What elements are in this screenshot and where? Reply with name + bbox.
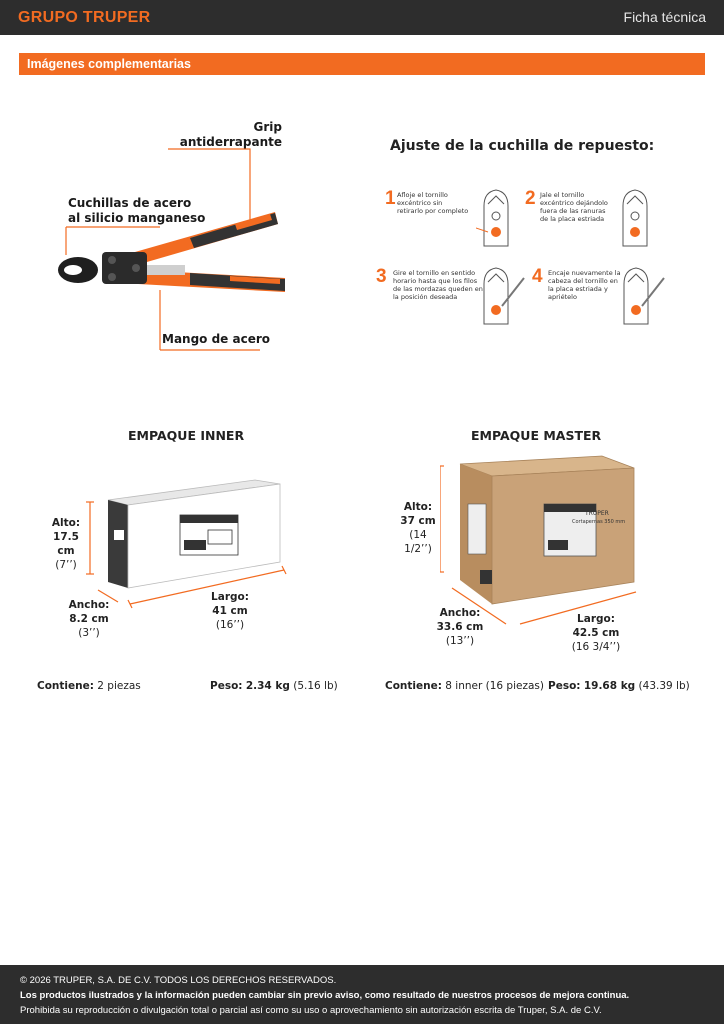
master-weight: Peso: 19.68 kg (43.39 lb): [548, 680, 690, 692]
doc-type-label: Ficha técnica: [623, 9, 706, 25]
inner-contents: Contiene: 2 piezas: [37, 680, 141, 692]
step-number: 2: [525, 188, 536, 209]
step-1-sketch: [476, 186, 516, 252]
inner-box: [108, 480, 280, 588]
master-box-illustration: [440, 452, 650, 632]
master-title: EMPAQUE MASTER: [471, 428, 602, 443]
callout-grip: Grip antiderrapante: [179, 120, 282, 149]
step-3-sketch: [478, 264, 528, 330]
blade-adjust-title: Ajuste de la cuchilla de repuesto:: [390, 138, 655, 154]
master-contents: Contiene: 8 inner (16 piezas): [385, 680, 544, 692]
step-2-sketch: [615, 186, 655, 252]
master-box-product: Cortapernas 350 mm: [572, 519, 626, 525]
step-4-sketch: [618, 264, 668, 330]
footer: [0, 965, 724, 1024]
inner-title: EMPAQUE INNER: [128, 428, 245, 443]
inner-alto: Alto: 17.5 cm (7’’): [51, 517, 81, 571]
top-bar: [0, 0, 724, 35]
footer-notice: Los productos ilustrados y la información pueden cambiar sin previo aviso, como resultado de nuestros procesos de mejora continua.: [20, 990, 630, 1001]
step-number: 3: [376, 266, 387, 287]
step-text: Afloje el tornillo excéntrico sin retirarlo por completo: [397, 191, 469, 215]
inner-ancho: Ancho: 8.2 cm (3’’): [68, 599, 110, 639]
section-header: [19, 53, 705, 75]
master-alto: Alto: 37 cm (14 1/2’’): [400, 501, 436, 555]
brand-logo: GRUPO TRUPER: [18, 9, 151, 26]
step-text: Encaje nuevamente la cabeza del tornillo en la placa estriada y apriételo: [548, 269, 621, 301]
footer-copyright: © 2026 TRUPER, S.A. DE C.V. TODOS LOS DERECHOS RESERVADOS.: [20, 975, 337, 986]
master-largo: Largo: 42.5 cm (16 3/4’’): [571, 613, 621, 653]
callout-blades: Cuchillas de acero al silicio manganeso: [68, 196, 206, 225]
section-title: Imágenes complementarias: [27, 57, 191, 71]
step-number: 1: [385, 188, 396, 209]
step-text: Jale el tornillo excéntrico dejándolo fuera de las ranuras de la placa estriada: [540, 191, 608, 223]
callout-handle: Mango de acero: [162, 332, 271, 346]
footer-prohibition: Prohibida su reproducción o divulgación total o parcial así como su uso o aprovechamiento sin autorización escrita de Truper, S.A. de C.V.: [20, 1005, 602, 1016]
master-box-brand: TRUPER: [585, 510, 609, 517]
inner-largo: Largo: 41 cm (16’’): [211, 591, 249, 631]
inner-weight: Peso: 2.34 kg (5.16 lb): [210, 680, 338, 692]
master-box: [460, 456, 634, 604]
step-number: 4: [532, 266, 543, 287]
master-ancho: Ancho: 33.6 cm (13’’): [436, 607, 484, 647]
step-text: Gire el tornillo en sentido horario hasta que los filos de las mordazas queden en la posición deseada: [393, 269, 483, 301]
